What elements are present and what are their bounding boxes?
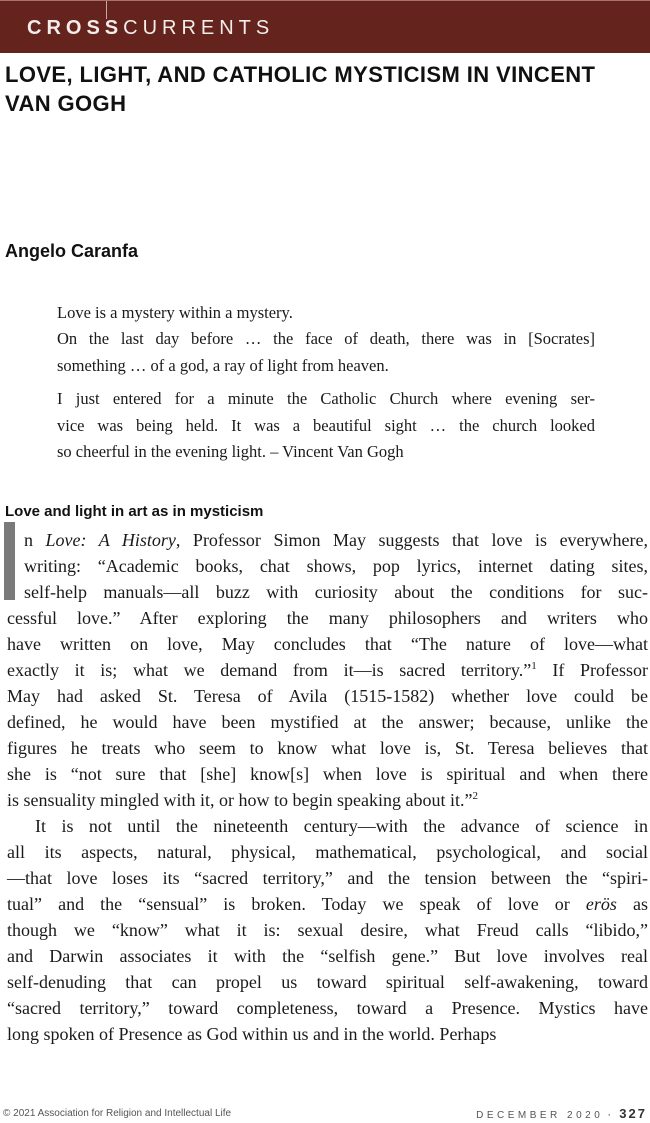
body-line: [7, 605, 648, 631]
epigraph-quote: [57, 300, 595, 327]
journal-name-bold: CROSS: [27, 17, 124, 39]
epigraph-line: something … of a god, a ray of light from heaven.: [57, 355, 389, 375]
body-line: [7, 709, 648, 735]
italic-text: erös: [585, 894, 617, 914]
body-line: [7, 527, 648, 553]
text-run: “sacred territory,” toward completeness, toward a Presence. Mystics have: [7, 998, 648, 1018]
body-line: [7, 969, 648, 995]
body-line: [7, 579, 648, 605]
journal-header-band: [0, 0, 650, 53]
italic-text: Love: A History: [45, 530, 176, 550]
text-run: is sensuality mingled with it, or how to begin speaking about it.”: [7, 790, 473, 810]
section-heading: Love and light in art as in mysticism: [5, 503, 264, 520]
epigraph-line: On the last day before … the face of death, there was in [Socrates]: [57, 329, 595, 348]
body-line: [7, 631, 648, 657]
epigraph-line: Love is a mystery within a mystery.: [57, 303, 293, 322]
body-text: [7, 527, 648, 1047]
text-run: figures he treats who seem to know what love is, St. Teresa believes that: [7, 738, 648, 758]
epigraph-quote: [57, 326, 595, 379]
text-run: all its aspects, natural, physical, mathematical, psychological, and social: [7, 842, 648, 862]
body-line: [7, 761, 648, 787]
body-line: [7, 657, 648, 683]
body-line: [7, 995, 648, 1021]
body-line: [7, 683, 648, 709]
journal-name-regular: CURRENTS: [123, 17, 275, 39]
text-run: —that love loses its “sacred territory,” and the tension between the “spiri-: [7, 868, 648, 888]
footnote-ref[interactable]: 2: [472, 790, 478, 802]
epigraph-line: so cheerful in the evening light. – Vincent Van Gogh: [57, 442, 404, 461]
epigraph-line: vice was being held. It was a beautiful sight … the church looked: [57, 415, 595, 435]
text-run: If Professor: [536, 660, 648, 680]
text-run: n: [24, 530, 46, 550]
article-title: LOVE, LIGHT, AND CATHOLIC MYSTICISM IN VINCENT VAN GOGH: [5, 62, 596, 116]
article-author: Angelo Caranfa: [5, 241, 139, 261]
text-run: defined, he would have been mystified at the answer; because, unlike the: [7, 712, 648, 732]
text-run: exactly it is; what we demand from it—is sacred territory.”: [7, 660, 532, 680]
body-line: [7, 787, 648, 813]
body-line: [7, 553, 648, 579]
footer-copyright: © 2021 Association for Religion and Intellectual Life: [3, 1108, 232, 1119]
body-line: [7, 943, 648, 969]
page-number: 327: [619, 1106, 647, 1121]
body-line: [7, 839, 648, 865]
epigraph-quote: [57, 386, 595, 466]
text-run: It is not until the nineteenth century—with the advance of science in: [35, 816, 648, 836]
text-run: May had asked St. Teresa of Avila (1515-1582) whether love could be: [7, 686, 648, 706]
body-line: [7, 865, 648, 891]
text-run: as: [616, 894, 648, 914]
footer-page-info: [476, 1105, 647, 1123]
journal-name: [27, 17, 274, 40]
body-line: [7, 891, 648, 917]
body-line: [7, 917, 648, 943]
epigraph-line: I just entered for a minute the Catholic Church where evening ser-: [57, 389, 595, 408]
text-run: , Professor Simon May suggests that love is everywhere,: [175, 530, 649, 550]
text-run: tual” and the “sensual” is broken. Today we speak of love or: [7, 894, 586, 914]
text-run: and Darwin associates it with the “selfish gene.” But love involves real: [7, 946, 648, 966]
body-line: [7, 735, 648, 761]
text-run: self-help manuals—all buzz with curiosity about the conditions for suc-: [24, 582, 648, 602]
text-run: self-denuding that can propel us toward spiritual self-awakening, toward: [7, 972, 648, 992]
text-run: have written on love, May concludes that “The nature of love—what: [7, 634, 648, 654]
body-line: [7, 1021, 648, 1047]
text-run: she is “not sure that [she] know[s] when love is spiritual and when there: [7, 764, 648, 784]
text-run: writing: “Academic books, chat shows, pop lyrics, internet dating sites,: [24, 556, 648, 576]
text-run: long spoken of Presence as God within us and in the world. Perhaps: [7, 1024, 497, 1044]
text-run: cessful love.” After exploring the many philosophers and writers who: [7, 608, 648, 628]
footer-issue-date: DECEMBER 2020: [476, 1110, 604, 1121]
body-line: [7, 813, 648, 839]
text-run: though we “know” what it is: sexual desire, what Freud calls “libido,”: [7, 920, 648, 940]
footer-separator: ·: [607, 1107, 612, 1121]
footnote-ref[interactable]: 1: [531, 660, 537, 672]
